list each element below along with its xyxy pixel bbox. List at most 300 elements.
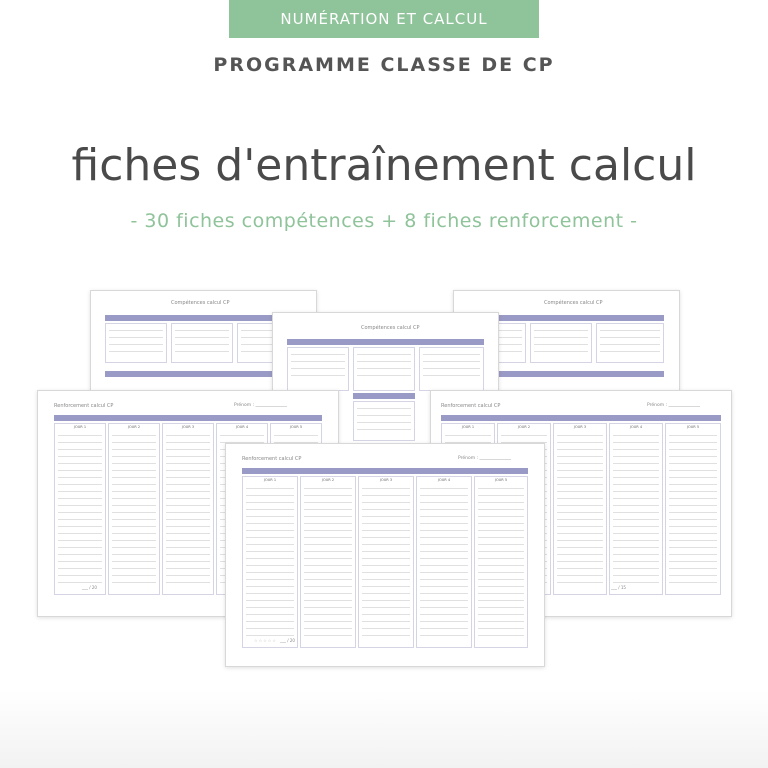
exercise-line xyxy=(246,544,294,545)
exercise-line xyxy=(478,502,524,503)
exercise-line xyxy=(274,435,318,436)
exercise-line xyxy=(58,505,102,506)
worksheet-stars: ☆☆☆☆☆ xyxy=(254,638,277,643)
exercise-line xyxy=(669,505,717,506)
exercise-line xyxy=(478,614,524,615)
exercise-line xyxy=(291,361,345,362)
exercise-line xyxy=(58,435,102,436)
exercise-line xyxy=(246,600,294,601)
exercise-line xyxy=(420,586,468,587)
worksheet-column xyxy=(419,347,484,391)
exercise-line xyxy=(362,614,410,615)
exercise-line xyxy=(557,463,603,464)
tagline: - 30 fiches compétences + 8 fiches renforcement - xyxy=(130,210,638,232)
exercise-line xyxy=(112,505,156,506)
worksheet-column xyxy=(416,476,472,648)
exercise-line xyxy=(112,582,156,583)
exercise-line xyxy=(423,354,480,355)
exercise-line xyxy=(362,621,410,622)
exercise-line xyxy=(304,502,352,503)
exercise-line xyxy=(557,456,603,457)
worksheet-title: Renforcement calcul CP xyxy=(54,403,114,409)
exercise-line xyxy=(304,530,352,531)
exercise-line xyxy=(166,582,210,583)
worksheet-column xyxy=(300,476,356,648)
exercise-line xyxy=(109,330,163,331)
exercise-line xyxy=(246,579,294,580)
worksheet-title: Renforcement calcul CP xyxy=(242,456,302,462)
exercise-line xyxy=(557,582,603,583)
exercise-line xyxy=(112,477,156,478)
exercise-line xyxy=(166,498,210,499)
worksheet-column xyxy=(353,347,415,391)
exercise-line xyxy=(175,337,229,338)
exercise-line xyxy=(478,530,524,531)
exercise-line xyxy=(669,561,717,562)
exercise-line xyxy=(478,572,524,573)
exercise-line xyxy=(246,586,294,587)
exercise-line xyxy=(669,442,717,443)
day-label: JOUR 3 xyxy=(573,425,587,429)
worksheet-column xyxy=(287,347,349,391)
exercise-line xyxy=(420,530,468,531)
exercise-line xyxy=(669,582,717,583)
exercise-line xyxy=(112,526,156,527)
exercise-line xyxy=(362,502,410,503)
exercise-line xyxy=(166,463,210,464)
exercise-line xyxy=(613,484,659,485)
worksheet-header-bar xyxy=(242,468,528,474)
day-label: JOUR 1 xyxy=(73,425,87,429)
exercise-line xyxy=(557,554,603,555)
worksheet-column xyxy=(358,476,414,648)
exercise-line xyxy=(246,488,294,489)
exercise-line xyxy=(669,463,717,464)
exercise-line xyxy=(109,344,163,345)
exercise-line xyxy=(166,491,210,492)
exercise-line xyxy=(304,551,352,552)
day-label: JOUR 5 xyxy=(494,478,508,482)
worksheet-score: ___ / 15 xyxy=(611,585,626,590)
exercise-line xyxy=(166,512,210,513)
exercise-line xyxy=(557,519,603,520)
exercise-line xyxy=(304,488,352,489)
worksheet-column xyxy=(105,323,167,363)
day-label: JOUR 2 xyxy=(517,425,531,429)
exercise-line xyxy=(112,491,156,492)
exercise-line xyxy=(613,526,659,527)
exercise-line xyxy=(362,593,410,594)
exercise-line xyxy=(557,561,603,562)
worksheet-title: Renforcement calcul CP xyxy=(441,403,501,409)
exercise-line xyxy=(478,635,524,636)
exercise-line xyxy=(445,435,491,436)
exercise-line xyxy=(304,621,352,622)
worksheet-title: Compétences calcul CP xyxy=(361,325,420,331)
exercise-line xyxy=(420,635,468,636)
exercise-line xyxy=(557,491,603,492)
exercise-line xyxy=(291,368,345,369)
exercise-line xyxy=(246,607,294,608)
exercise-line xyxy=(669,554,717,555)
exercise-line xyxy=(478,586,524,587)
exercise-line xyxy=(58,526,102,527)
exercise-line xyxy=(246,537,294,538)
exercise-line xyxy=(175,351,229,352)
exercise-line xyxy=(613,533,659,534)
exercise-line xyxy=(357,375,411,376)
exercise-line xyxy=(478,544,524,545)
exercise-line xyxy=(669,435,717,436)
exercise-line xyxy=(478,537,524,538)
exercise-line xyxy=(669,575,717,576)
exercise-line xyxy=(423,361,480,362)
exercise-line xyxy=(557,526,603,527)
exercise-line xyxy=(669,449,717,450)
exercise-line xyxy=(166,442,210,443)
exercise-line xyxy=(357,422,411,423)
exercise-line xyxy=(669,547,717,548)
exercise-line xyxy=(58,582,102,583)
exercise-line xyxy=(423,375,480,376)
exercise-line xyxy=(166,519,210,520)
exercise-line xyxy=(166,449,210,450)
exercise-line xyxy=(362,565,410,566)
worksheet-header-bar xyxy=(441,415,721,421)
exercise-line xyxy=(669,498,717,499)
day-label: JOUR 5 xyxy=(686,425,700,429)
day-label: JOUR 1 xyxy=(461,425,475,429)
exercise-line xyxy=(669,484,717,485)
exercise-line xyxy=(246,621,294,622)
category-label: NUMÉRATION ET CALCUL xyxy=(280,10,488,28)
exercise-line xyxy=(304,572,352,573)
exercise-line xyxy=(420,537,468,538)
exercise-line xyxy=(304,635,352,636)
exercise-line xyxy=(246,572,294,573)
exercise-line xyxy=(112,533,156,534)
worksheet-title: Compétences calcul CP xyxy=(544,300,603,306)
exercise-line xyxy=(362,572,410,573)
exercise-line xyxy=(362,551,410,552)
exercise-line xyxy=(420,488,468,489)
exercise-line xyxy=(362,544,410,545)
exercise-line xyxy=(420,621,468,622)
exercise-line xyxy=(420,544,468,545)
exercise-line xyxy=(613,470,659,471)
exercise-line xyxy=(557,547,603,548)
exercise-line xyxy=(478,628,524,629)
exercise-line xyxy=(362,488,410,489)
exercise-line xyxy=(112,470,156,471)
exercise-line xyxy=(613,554,659,555)
exercise-line xyxy=(362,600,410,601)
exercise-line xyxy=(58,470,102,471)
worksheet-score: ___ / 20 xyxy=(82,585,97,590)
exercise-line xyxy=(362,530,410,531)
exercise-line xyxy=(166,561,210,562)
exercise-line xyxy=(246,558,294,559)
program-subtitle: PROGRAMME CLASSE DE CP xyxy=(213,54,555,76)
exercise-line xyxy=(420,572,468,573)
exercise-line xyxy=(220,435,264,436)
exercise-line xyxy=(478,621,524,622)
exercise-line xyxy=(613,449,659,450)
exercise-line xyxy=(478,558,524,559)
exercise-line xyxy=(58,498,102,499)
day-label: JOUR 4 xyxy=(437,478,451,482)
exercise-line xyxy=(58,561,102,562)
exercise-line xyxy=(291,375,345,376)
worksheet-prenom: Prénom : ______________ xyxy=(234,403,288,408)
exercise-line xyxy=(291,354,345,355)
exercise-line xyxy=(534,351,588,352)
exercise-line xyxy=(362,558,410,559)
exercise-line xyxy=(58,477,102,478)
exercise-line xyxy=(557,505,603,506)
exercise-line xyxy=(58,442,102,443)
day-label: JOUR 1 xyxy=(263,478,277,482)
exercise-line xyxy=(613,561,659,562)
exercise-line xyxy=(304,614,352,615)
exercise-line xyxy=(58,575,102,576)
exercise-line xyxy=(112,449,156,450)
exercise-line xyxy=(420,593,468,594)
exercise-line xyxy=(166,526,210,527)
exercise-line xyxy=(112,575,156,576)
exercise-line xyxy=(304,558,352,559)
exercise-line xyxy=(357,408,411,409)
exercise-line xyxy=(362,607,410,608)
exercise-line xyxy=(304,565,352,566)
exercise-line xyxy=(557,449,603,450)
exercise-line xyxy=(478,593,524,594)
exercise-line xyxy=(557,484,603,485)
worksheet-title: Compétences calcul CP xyxy=(171,300,230,306)
worksheet-header-bar xyxy=(287,339,484,345)
exercise-line xyxy=(362,537,410,538)
exercise-line xyxy=(58,449,102,450)
exercise-line xyxy=(478,495,524,496)
exercise-line xyxy=(166,547,210,548)
exercise-line xyxy=(478,579,524,580)
exercise-line xyxy=(478,509,524,510)
exercise-line xyxy=(420,579,468,580)
exercise-line xyxy=(58,519,102,520)
worksheet-column xyxy=(596,323,664,363)
exercise-line xyxy=(420,551,468,552)
exercise-line xyxy=(613,582,659,583)
day-label: JOUR 2 xyxy=(321,478,335,482)
worksheet-column xyxy=(108,423,160,595)
exercise-line xyxy=(304,495,352,496)
exercise-line xyxy=(362,523,410,524)
exercise-line xyxy=(166,554,210,555)
worksheet-column xyxy=(242,476,298,648)
exercise-line xyxy=(304,586,352,587)
exercise-line xyxy=(669,491,717,492)
exercise-line xyxy=(478,523,524,524)
exercise-line xyxy=(58,533,102,534)
worksheet-column xyxy=(353,401,415,441)
exercise-line xyxy=(362,635,410,636)
exercise-line xyxy=(600,351,660,352)
category-banner xyxy=(229,0,539,38)
exercise-line xyxy=(166,435,210,436)
exercise-line xyxy=(112,498,156,499)
exercise-line xyxy=(501,435,547,436)
exercise-line xyxy=(420,614,468,615)
exercise-line xyxy=(246,530,294,531)
exercise-line xyxy=(304,509,352,510)
exercise-line xyxy=(362,628,410,629)
day-label: JOUR 4 xyxy=(629,425,643,429)
exercise-line xyxy=(246,635,294,636)
exercise-line xyxy=(557,498,603,499)
worksheet-column xyxy=(54,423,106,595)
exercise-line xyxy=(669,470,717,471)
exercise-line xyxy=(357,415,411,416)
exercise-line xyxy=(669,519,717,520)
exercise-line xyxy=(166,540,210,541)
exercise-line xyxy=(112,463,156,464)
exercise-line xyxy=(557,470,603,471)
exercise-line xyxy=(420,502,468,503)
exercise-line xyxy=(304,579,352,580)
worksheet-score: ___ / 20 xyxy=(280,638,295,643)
exercise-line xyxy=(557,575,603,576)
exercise-line xyxy=(304,607,352,608)
exercise-line xyxy=(175,330,229,331)
worksheet-prenom: Prénom : ______________ xyxy=(647,403,701,408)
exercise-line xyxy=(112,519,156,520)
exercise-line xyxy=(246,628,294,629)
worksheet-prenom: Prénom : ______________ xyxy=(458,456,512,461)
exercise-line xyxy=(362,516,410,517)
day-label: JOUR 3 xyxy=(379,478,393,482)
exercise-line xyxy=(534,344,588,345)
exercise-line xyxy=(304,516,352,517)
exercise-line xyxy=(166,484,210,485)
exercise-line xyxy=(557,540,603,541)
exercise-line xyxy=(362,495,410,496)
exercise-line xyxy=(478,488,524,489)
exercise-line xyxy=(304,537,352,538)
exercise-line xyxy=(304,600,352,601)
exercise-line xyxy=(478,607,524,608)
exercise-line xyxy=(357,429,411,430)
worksheet-renforcement-front xyxy=(225,443,545,667)
exercise-line xyxy=(557,477,603,478)
day-label: JOUR 2 xyxy=(127,425,141,429)
exercise-line xyxy=(420,523,468,524)
worksheet-column xyxy=(553,423,607,595)
worksheet-column xyxy=(609,423,663,595)
exercise-line xyxy=(166,568,210,569)
exercise-line xyxy=(613,505,659,506)
exercise-line xyxy=(58,491,102,492)
exercise-line xyxy=(613,540,659,541)
exercise-line xyxy=(112,554,156,555)
worksheet-column xyxy=(474,476,528,648)
exercise-line xyxy=(362,586,410,587)
exercise-line xyxy=(420,509,468,510)
exercise-line xyxy=(166,505,210,506)
exercise-line xyxy=(669,533,717,534)
exercise-line xyxy=(166,456,210,457)
exercise-line xyxy=(557,568,603,569)
worksheet-header-bar xyxy=(353,393,415,399)
exercise-line xyxy=(420,558,468,559)
worksheet-column xyxy=(171,323,233,363)
exercise-line xyxy=(112,435,156,436)
exercise-line xyxy=(304,544,352,545)
exercise-line xyxy=(600,337,660,338)
exercise-line xyxy=(669,477,717,478)
exercise-line xyxy=(669,456,717,457)
exercise-line xyxy=(166,477,210,478)
exercise-line xyxy=(304,628,352,629)
exercise-line xyxy=(534,337,588,338)
exercise-line xyxy=(112,456,156,457)
exercise-line xyxy=(613,456,659,457)
exercise-line xyxy=(478,600,524,601)
exercise-line xyxy=(58,463,102,464)
exercise-line xyxy=(304,593,352,594)
day-label: JOUR 3 xyxy=(181,425,195,429)
worksheet-column xyxy=(530,323,592,363)
worksheet-header-bar xyxy=(54,415,322,421)
exercise-line xyxy=(613,477,659,478)
exercise-line xyxy=(246,551,294,552)
exercise-line xyxy=(112,568,156,569)
exercise-line xyxy=(669,526,717,527)
exercise-line xyxy=(58,547,102,548)
exercise-line xyxy=(58,554,102,555)
exercise-line xyxy=(166,470,210,471)
exercise-line xyxy=(246,516,294,517)
exercise-line xyxy=(478,565,524,566)
exercise-line xyxy=(557,442,603,443)
exercise-line xyxy=(246,495,294,496)
exercise-line xyxy=(420,607,468,608)
exercise-line xyxy=(246,502,294,503)
exercise-line xyxy=(362,579,410,580)
exercise-line xyxy=(112,561,156,562)
exercise-line xyxy=(613,498,659,499)
worksheet-column xyxy=(665,423,721,595)
exercise-line xyxy=(613,463,659,464)
bottom-fade xyxy=(0,690,768,768)
exercise-line xyxy=(613,512,659,513)
exercise-line xyxy=(613,519,659,520)
exercise-line xyxy=(58,568,102,569)
exercise-line xyxy=(112,512,156,513)
exercise-line xyxy=(613,491,659,492)
exercise-line xyxy=(557,512,603,513)
exercise-line xyxy=(246,614,294,615)
exercise-line xyxy=(423,368,480,369)
page-title: fiches d'entraînement calcul xyxy=(71,140,697,191)
exercise-line xyxy=(357,361,411,362)
exercise-line xyxy=(58,456,102,457)
exercise-line xyxy=(246,565,294,566)
exercise-line xyxy=(58,540,102,541)
exercise-line xyxy=(357,354,411,355)
exercise-line xyxy=(112,540,156,541)
exercise-line xyxy=(246,509,294,510)
exercise-line xyxy=(669,540,717,541)
